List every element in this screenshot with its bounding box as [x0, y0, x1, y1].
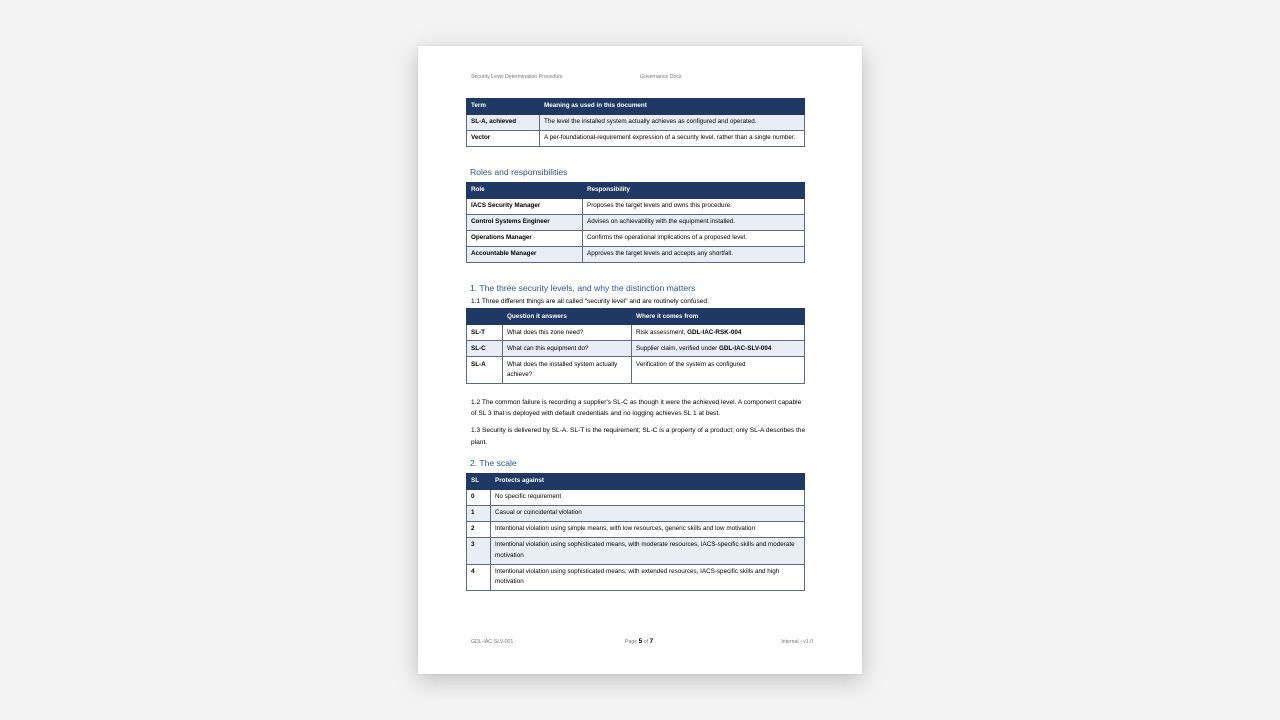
protects-against-cell: No specific requirement: [491, 490, 805, 506]
column-header: Term: [467, 99, 540, 115]
source-text: Supplier claim, verified under: [636, 344, 719, 352]
table-row: [467, 130, 805, 146]
responsibility-cell: Confirms the operational implications of a proposed level.: [583, 230, 805, 246]
protects-against-cell: Casual or coincidental violation: [491, 506, 805, 522]
column-header: [467, 309, 503, 325]
table-row: [467, 198, 805, 214]
source-cell: [632, 341, 805, 357]
running-footer: [471, 638, 813, 648]
column-header: SL: [467, 474, 491, 490]
table-row: [467, 564, 805, 590]
role-cell: Control Systems Engineer: [467, 214, 583, 230]
responsibility-cell: Advises on achievability with the equipment installed.: [583, 214, 805, 230]
paragraph-1-1: 1.1 Three different things are all called "security level" and are routinely confused:: [471, 297, 709, 305]
column-header: Responsibility: [583, 182, 805, 198]
responsibility-cell: Proposes the target levels and owns this procedure.: [583, 198, 805, 214]
table-row: [467, 341, 805, 357]
section-2-title: 2. The scale: [470, 458, 517, 469]
table-header-row: [467, 99, 805, 115]
term-cell: SL-A, achieved: [467, 114, 540, 130]
page-word: Page: [625, 639, 638, 645]
column-header: Where it comes from: [632, 309, 805, 325]
security-levels-table: [466, 308, 805, 383]
running-header: [471, 74, 832, 84]
doc-reference: GDL-IAC-RSK-004: [687, 328, 742, 336]
column-header: Protects against: [491, 474, 805, 490]
document-page: [418, 46, 862, 674]
roles-title: Roles and responsibilities: [470, 166, 568, 177]
question-cell: What does this zone need?: [503, 325, 632, 341]
meaning-cell: The level the installed system actually achieves as configured and operated.: [540, 114, 805, 130]
protects-against-cell: Intentional violation using sophisticated means, with moderate resources, IACS-specific skills and moderate motivation: [491, 538, 805, 564]
table-row: [467, 506, 805, 522]
source-cell: [632, 325, 805, 341]
question-cell: What can this equipment do?: [503, 341, 632, 357]
sl-cell: 4: [467, 564, 491, 590]
of-word: of: [643, 639, 649, 645]
table-row: [467, 357, 805, 383]
sl-cell: SL-C: [467, 341, 503, 357]
footer-doc-id: GDL-IAC-SLV-001: [471, 639, 514, 645]
table-row: [467, 522, 805, 538]
role-cell: IACS Security Manager: [467, 198, 583, 214]
paragraph-1-3: 1.3 Security is delivered by SL-A. SL-T is the requirement; SL-C is a property of a product; only SL-A describes the plant.: [471, 427, 806, 446]
roles-table: [466, 182, 805, 263]
doc-reference: GDL-IAC-SLV-004: [718, 344, 772, 352]
table-row: [467, 325, 805, 341]
source-text: Risk assessment,: [636, 328, 688, 336]
page-body: [466, 98, 806, 591]
sl-cell: 2: [467, 522, 491, 538]
column-header: Meaning as used in this document: [540, 99, 805, 115]
sl-cell: SL-T: [467, 325, 503, 341]
sl-cell: 1: [467, 506, 491, 522]
table-row: [467, 230, 805, 246]
column-header: Question it answers: [503, 309, 632, 325]
table-row: [467, 114, 805, 130]
question-cell: What does the installed system actually achieve?: [503, 357, 632, 383]
protects-against-cell: Intentional violation using sophisticated means, with extended resources, IACS-specific skills and high motivation: [491, 564, 805, 590]
paragraph-1-2: 1.2 The common failure is recording a supplier's SL-C as though it were the achieved level. A component capable of SL 3 that is deployed with default credentials and no logging achieves SL 1 at best.: [471, 398, 802, 418]
role-cell: Accountable Manager: [467, 246, 583, 262]
scale-table: [466, 473, 805, 591]
page-number: [625, 638, 653, 645]
sl-cell: 0: [467, 490, 491, 506]
protects-against-cell: Intentional violation using simple means, with low resources, generic skills and low motivation: [491, 522, 805, 538]
current-page: 5: [638, 638, 643, 645]
table-header-row: [467, 474, 805, 490]
header-doc-title: Security Level Determination Procedure: [471, 74, 563, 80]
table-row: [467, 214, 805, 230]
term-cell: Vector: [467, 130, 540, 146]
source-text: Verification of the system as configured: [636, 360, 746, 368]
responsibility-cell: Approves the target levels and accepts any shortfall.: [583, 246, 805, 262]
table-row: [467, 246, 805, 262]
source-cell: [632, 357, 805, 383]
meaning-cell: A per-foundational-requirement expression of a security level, rather than a single number.: [540, 130, 805, 146]
terms-table: [466, 98, 805, 147]
header-category: Governance Docs: [640, 74, 682, 80]
table-header-row: [467, 309, 805, 325]
footer-classification: Internal - v1.0: [781, 639, 813, 645]
table-header-row: [467, 182, 805, 198]
sl-cell: 3: [467, 538, 491, 564]
column-header: Role: [467, 182, 583, 198]
table-row: [467, 490, 805, 506]
section-1-title: 1. The three security levels, and why the distinction matters: [470, 282, 696, 293]
role-cell: Operations Manager: [467, 230, 583, 246]
table-row: [467, 538, 805, 564]
total-pages: 7: [649, 638, 654, 645]
sl-cell: SL-A: [467, 357, 503, 383]
